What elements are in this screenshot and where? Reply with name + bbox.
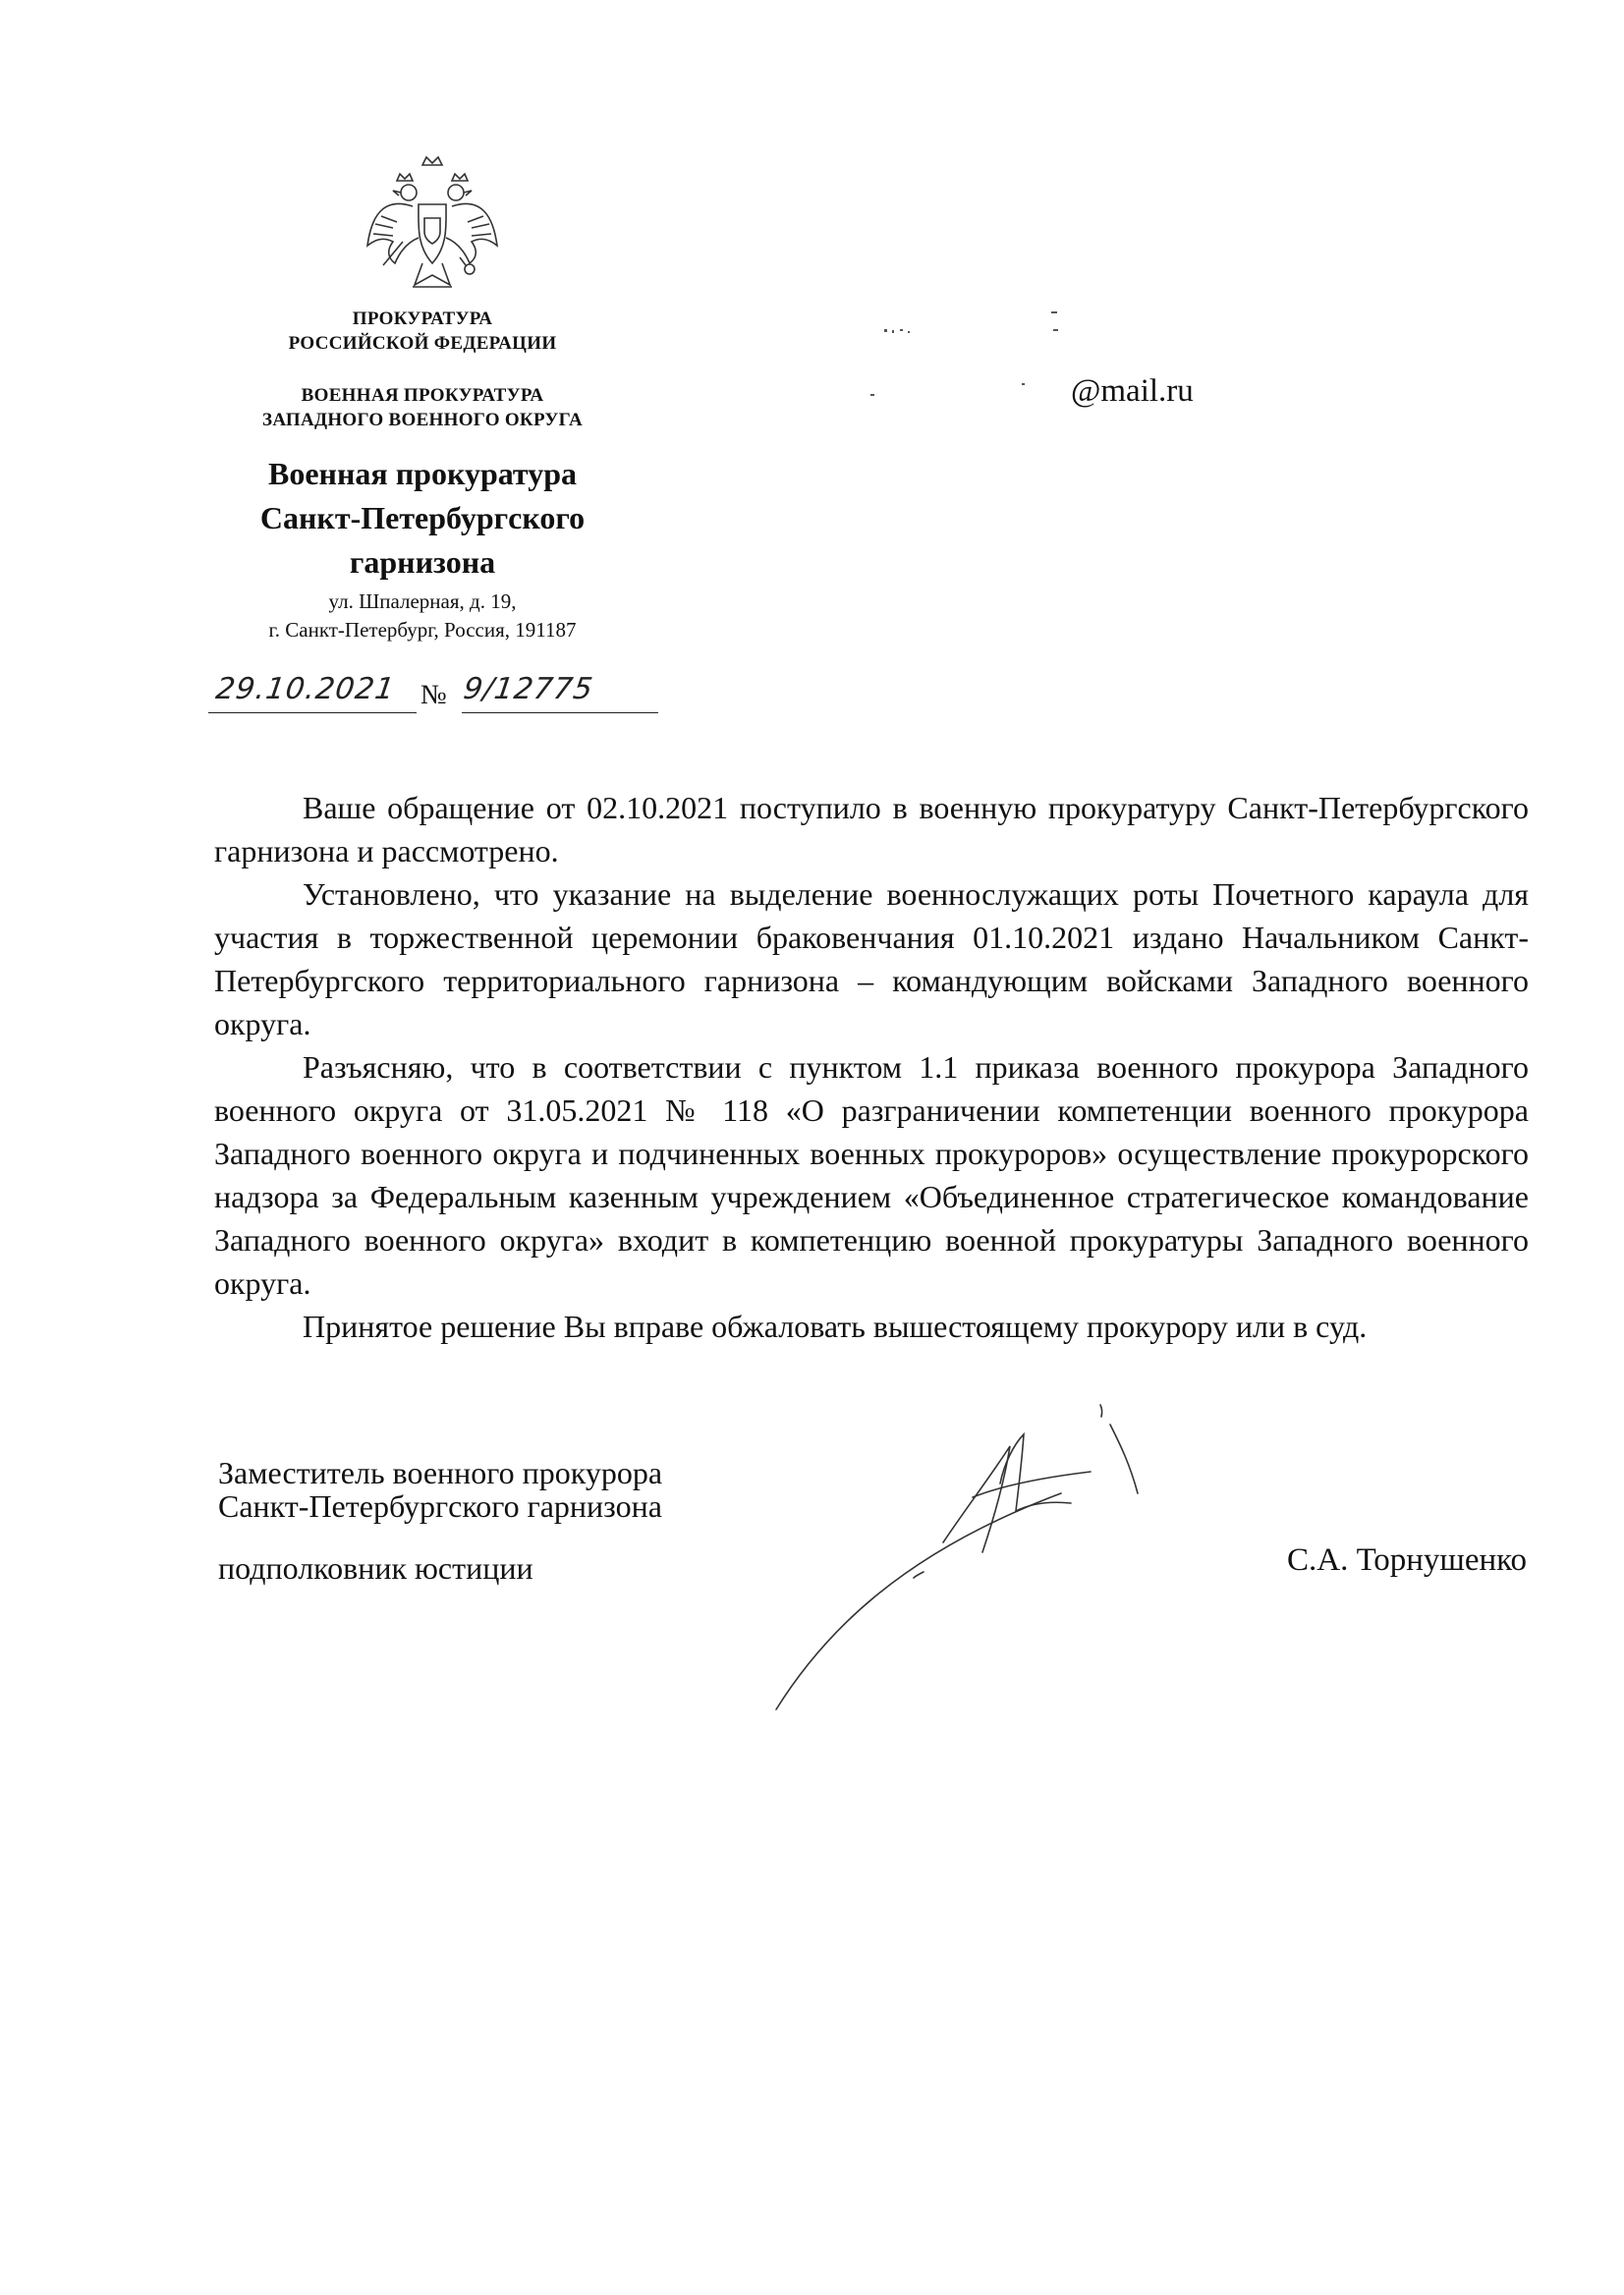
- handwritten-signature-icon: [747, 1395, 1336, 1719]
- body-paragraph-3-text: Разъясняю, что в соответствии с пунктом 1.1 приказа военного прокурора Западного военного округа от 31.05.2021 № 118 «О разграничении компетенции военного прокурора Западного военного округа и подчиненных военных прокуроров» осуществление прокурорского надзора за Федеральным казенным учреждением «Объединенное стратегическое командование Западного военного округа» входит в компетенцию военной прокуратуры Западного военного округа.: [214, 1049, 1529, 1301]
- letterhead-address: [196, 588, 648, 644]
- body-paragraph-2: [214, 872, 1529, 1045]
- coat-of-arms-emblem-icon: [354, 147, 511, 305]
- registration-date-handwritten: 29.10.2021: [213, 672, 398, 706]
- redacted-addressee-marks: [865, 309, 1081, 408]
- letterhead-unit-title: [196, 452, 648, 585]
- addressee-email: @mail.ru: [1071, 373, 1194, 409]
- signatory-name: С.А. Торнушенко: [1287, 1542, 1528, 1578]
- letterhead-dept-line1: ВОЕННАЯ ПРОКУРАТУРА: [301, 385, 544, 406]
- signatory-rank: подполковник юстиции: [218, 1550, 533, 1586]
- body-paragraph-1: [214, 786, 1529, 872]
- letterhead-org-line1: ПРОКУРАТУРА: [352, 308, 493, 329]
- signatory-position-line2: Санкт-Петербургского гарнизона: [218, 1488, 662, 1524]
- body-paragraph-1-text: Ваше обращение от 02.10.2021 поступило в военную прокуратуру Санкт-Петербургского гарнизона и рассмотрено.: [214, 790, 1529, 868]
- letterhead-unit-line3: гарнизона: [349, 544, 496, 580]
- letterhead-address-line2: г. Санкт-Петербург, Россия, 191187: [268, 618, 577, 642]
- registration-date-underline: [208, 712, 417, 713]
- registration-number-handwritten: 9/12775: [461, 672, 596, 706]
- body-paragraph-4-text: Принятое решение Вы вправе обжаловать вышестоящему прокурору или в суд.: [303, 1309, 1368, 1344]
- registration-number-underline: [462, 712, 658, 713]
- registration-number-sign: №: [420, 680, 447, 710]
- letterhead-military-prosecutor: [216, 383, 629, 432]
- body-paragraph-3: [214, 1045, 1529, 1305]
- signatory-position: [218, 1456, 808, 1523]
- body-paragraph-4: [214, 1305, 1529, 1348]
- letterhead-dept-line2: ЗАПАДНОГО ВОЕННОГО ОКРУГА: [261, 410, 584, 430]
- letterhead-org-line2: РОССИЙСКОЙ ФЕДЕРАЦИИ: [288, 333, 557, 354]
- signatory-position-line1: Заместитель военного прокурора: [218, 1455, 663, 1490]
- letterhead-prosecutor-office: [226, 307, 619, 356]
- body-paragraph-2-text: Установлено, что указание на выделение военнослужащих роты Почетного караула для участия в торжественной церемонии браковенчания 01.10.2021 издано Начальником Санкт-Петербургского территориального гарнизона – командующим войсками Западного военного округа.: [214, 876, 1529, 1041]
- letterhead-unit-line1: Военная прокуратура: [267, 456, 577, 491]
- letterhead-unit-line2: Санкт-Петербургского: [259, 500, 586, 535]
- letterhead-address-line1: ул. Шпалерная, д. 19,: [328, 589, 517, 613]
